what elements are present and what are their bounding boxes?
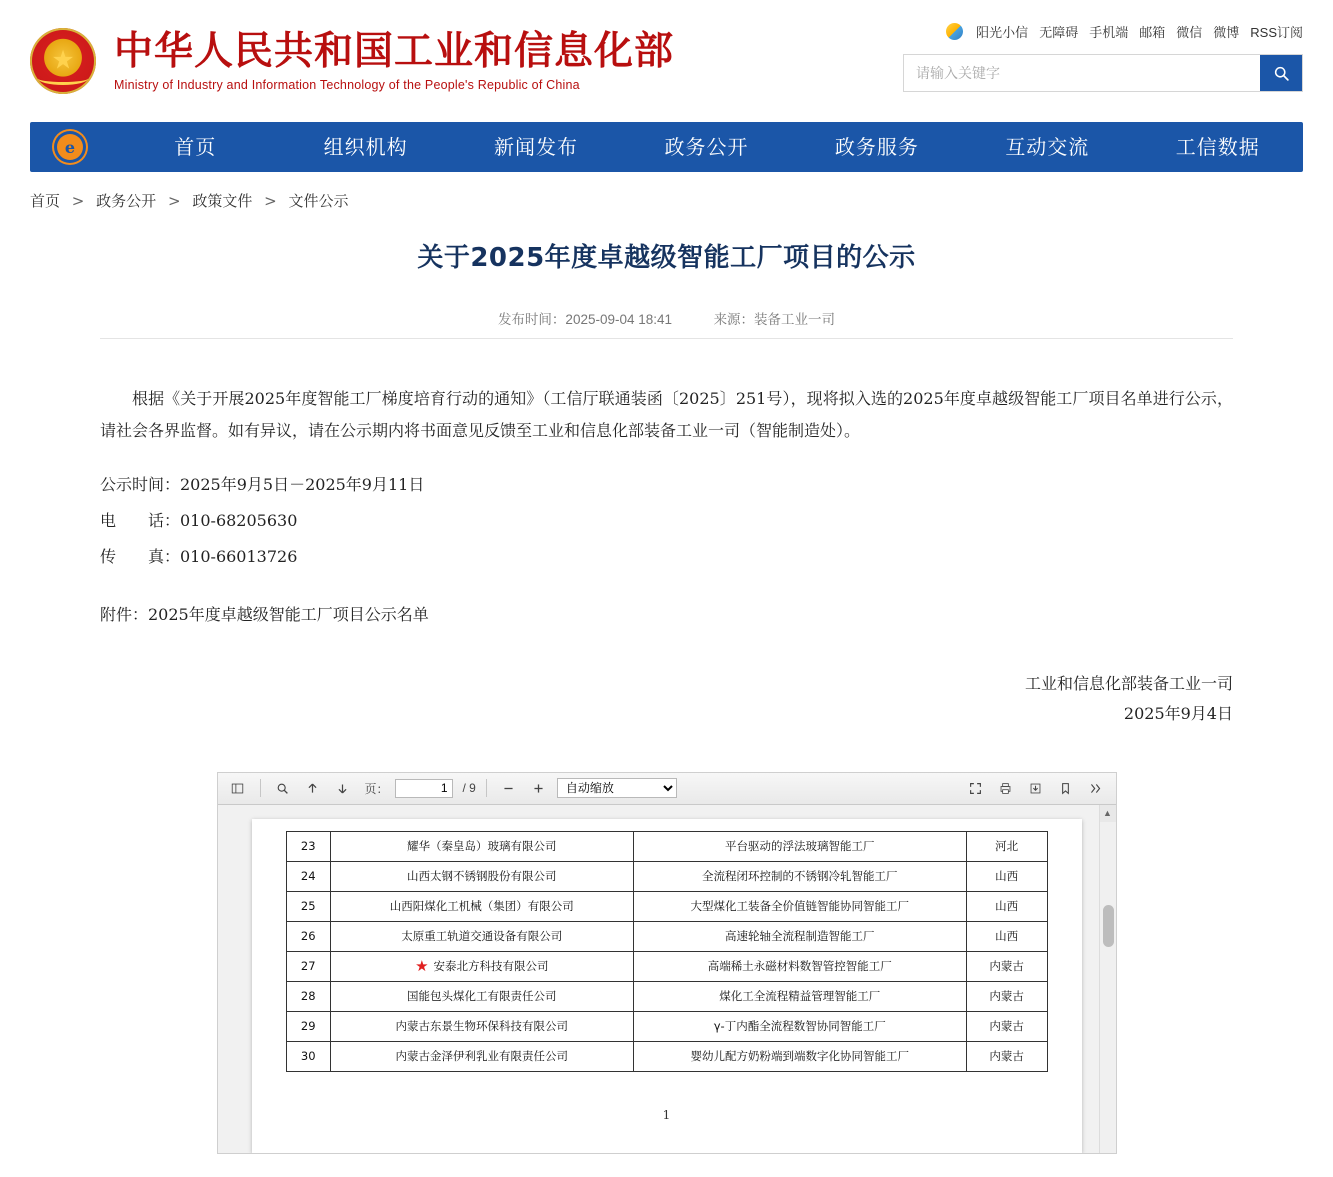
nav-item-government-disclosure[interactable]: 政务公开	[664, 135, 749, 159]
table-row	[286, 1011, 1047, 1041]
table-row	[286, 1041, 1047, 1071]
cell-region: 内蒙古	[966, 1011, 1047, 1041]
cell-company: 内蒙古金泽伊利乳业有限责任公司	[330, 1041, 633, 1071]
signature-date: 2025年9月4日	[1123, 704, 1233, 724]
cell-company: 耀华（秦皇岛）玻璃有限公司	[330, 831, 633, 861]
notice-period: 公示时间：2025年9月5日－2025年9月11日	[100, 475, 425, 494]
more-tools-icon[interactable]	[1084, 777, 1108, 799]
cell-index: 28	[286, 981, 330, 1011]
signature-organization: 工业和信息化部装备工业一司	[1024, 674, 1233, 693]
site-header	[0, 0, 1333, 122]
main-navigation	[30, 122, 1303, 172]
cell-project: 煤化工全流程精益管理智能工厂	[633, 981, 966, 1011]
cell-company-text: 安泰北方科技有限公司	[433, 959, 549, 974]
cell-company	[330, 951, 633, 981]
cell-project: γ-丁内酯全流程数智协同智能工厂	[633, 1011, 966, 1041]
zoom-in-icon[interactable]	[527, 777, 551, 799]
article-contact-block	[100, 469, 1233, 573]
site-title-en: Ministry of Industry and Information Technology of the People's Republic of China	[114, 78, 580, 93]
scroll-up-icon[interactable]: ▲	[1100, 805, 1116, 822]
cell-project: 平台驱动的浮法玻璃智能工厂	[633, 831, 966, 861]
cell-project: 高速轮轴全流程制造智能工厂	[633, 921, 966, 951]
pdf-viewer	[217, 772, 1117, 1154]
breadcrumb-separator: >	[264, 192, 277, 210]
nav-item-interaction[interactable]: 互动交流	[1005, 135, 1090, 159]
contact-phone: 电 话：010-68205630	[100, 511, 298, 530]
cell-project: 大型煤化工装备全价值链智能协同智能工厂	[633, 891, 966, 921]
article	[100, 237, 1233, 730]
header-right	[903, 22, 1303, 92]
quicklink-wechat[interactable]: 微信	[1176, 25, 1203, 40]
nav-item-government-services[interactable]: 政务服务	[834, 135, 919, 159]
page-label: 页：	[364, 781, 389, 796]
cell-region: 内蒙古	[966, 981, 1047, 1011]
nav-item-organization[interactable]: 组织机构	[323, 135, 408, 159]
table-row-highlighted	[286, 951, 1047, 981]
breadcrumb-item-home[interactable]: 首页	[30, 192, 61, 210]
article-signature	[100, 669, 1233, 730]
article-body	[100, 383, 1233, 730]
download-icon[interactable]	[1024, 777, 1048, 799]
cell-company: 太原重工轨道交通设备有限公司	[330, 921, 633, 951]
article-paragraph-1: 根据《关于开展2025年度智能工厂梯度培育行动的通知》（工信厅联通装函〔2025〕251号），现将拟入选的2025年度卓越级智能工厂项目名单进行公示，请社会各界监督。如有异议，请在公示期内将书面意见反馈至工业和信息化部装备工业一司（智能制造处）。	[100, 389, 1233, 440]
zoom-out-icon[interactable]	[497, 777, 521, 799]
cell-project: 婴幼儿配方奶粉端到端数字化协同智能工厂	[633, 1041, 966, 1071]
nav-logo	[30, 134, 110, 160]
search-button[interactable]	[1260, 55, 1302, 91]
nav-item-news[interactable]: 新闻发布	[494, 135, 579, 159]
nav-item-home[interactable]: 首页	[174, 135, 217, 159]
cell-company: 山西阳煤化工机械（集团）有限公司	[330, 891, 633, 921]
quicklink-rss[interactable]: RSS订阅	[1250, 25, 1303, 40]
page-title: 关于2025年度卓越级智能工厂项目的公示	[417, 243, 916, 273]
cell-company: 山西太钢不锈钢股份有限公司	[330, 861, 633, 891]
cell-company: 内蒙古东景生物环保科技有限公司	[330, 1011, 633, 1041]
table-row	[286, 831, 1047, 861]
search-bar	[903, 54, 1303, 92]
cell-index: 26	[286, 921, 330, 951]
cell-index: 29	[286, 1011, 330, 1041]
pdf-toolbar	[218, 773, 1116, 805]
pdf-page-number: 1	[662, 1107, 671, 1122]
cell-index: 23	[286, 831, 330, 861]
quicklink-accessibility[interactable]: 无障碍	[1039, 25, 1079, 40]
cell-index: 25	[286, 891, 330, 921]
gear-logo-icon	[57, 134, 83, 160]
cell-region: 山西	[966, 891, 1047, 921]
contact-fax: 传 真：010-66013726	[100, 547, 298, 566]
sidebar-toggle-icon[interactable]	[226, 777, 250, 799]
table-row	[286, 861, 1047, 891]
cell-index: 24	[286, 861, 330, 891]
find-search-icon[interactable]	[271, 777, 295, 799]
cell-index: 27	[286, 951, 330, 981]
cell-company: 国能包头煤化工有限责任公司	[330, 981, 633, 1011]
pdf-scrollbar[interactable]	[1099, 805, 1116, 1153]
nav-item-data[interactable]: 工信数据	[1175, 135, 1260, 159]
cell-project: 全流程闭环控制的不锈钢冷轧智能工厂	[633, 861, 966, 891]
cell-project: 高端稀土永磁材料数智管控智能工厂	[633, 951, 966, 981]
attachment-line[interactable]: 附件：2025年度卓越级智能工厂项目公示名单	[100, 605, 429, 624]
breadcrumb-separator: >	[167, 192, 181, 210]
pdf-viewport[interactable]	[218, 805, 1116, 1153]
breadcrumb	[30, 190, 1303, 211]
zoom-select[interactable]	[557, 778, 677, 798]
next-page-icon[interactable]	[331, 777, 355, 799]
search-icon	[1273, 65, 1290, 82]
print-icon[interactable]	[994, 777, 1018, 799]
publish-time: 发布时间：2025-09-04 18:41	[497, 312, 673, 327]
cell-index: 30	[286, 1041, 330, 1071]
site-brand[interactable]	[30, 28, 674, 94]
cell-region: 山西	[966, 861, 1047, 891]
notice-table-body	[286, 831, 1047, 1071]
breadcrumb-separator: >	[71, 192, 85, 210]
cell-region: 河北	[966, 831, 1047, 861]
page-number-input[interactable]	[395, 779, 453, 798]
quick-links	[903, 22, 1303, 41]
pdf-page	[252, 819, 1082, 1153]
cell-region: 内蒙古	[966, 1041, 1047, 1071]
notice-table	[286, 831, 1048, 1072]
article-source: 来源：装备工业一司	[713, 312, 836, 327]
site-title-cn: 中华人民共和国工业和信息化部	[114, 28, 675, 74]
article-meta	[100, 308, 1233, 339]
quicklink-sunshine[interactable]: 阳光小信	[976, 25, 1029, 40]
breadcrumb-item-policy-docs[interactable]: 政策文件	[192, 192, 253, 210]
presentation-mode-icon[interactable]	[964, 777, 988, 799]
sunshine-icon	[946, 23, 963, 40]
table-row	[286, 891, 1047, 921]
table-row	[286, 981, 1047, 1011]
previous-page-icon[interactable]	[301, 777, 325, 799]
breadcrumb-item-disclosure[interactable]: 政务公开	[96, 192, 157, 210]
scrollbar-thumb[interactable]	[1103, 905, 1114, 947]
page-total-label: / 9	[462, 781, 476, 796]
table-row	[286, 921, 1047, 951]
cell-region: 山西	[966, 921, 1047, 951]
star-marker-icon: ★	[415, 957, 429, 976]
cell-region: 内蒙古	[966, 951, 1047, 981]
national-emblem-icon	[30, 28, 96, 94]
bookmark-icon[interactable]	[1054, 777, 1078, 799]
quicklink-mobile[interactable]: 手机端	[1089, 25, 1129, 40]
breadcrumb-item-public-notice[interactable]: 文件公示	[288, 192, 349, 210]
quicklink-mail[interactable]: 邮箱	[1139, 25, 1166, 40]
search-input[interactable]	[904, 55, 1260, 91]
quicklink-weibo[interactable]: 微博	[1213, 25, 1240, 40]
